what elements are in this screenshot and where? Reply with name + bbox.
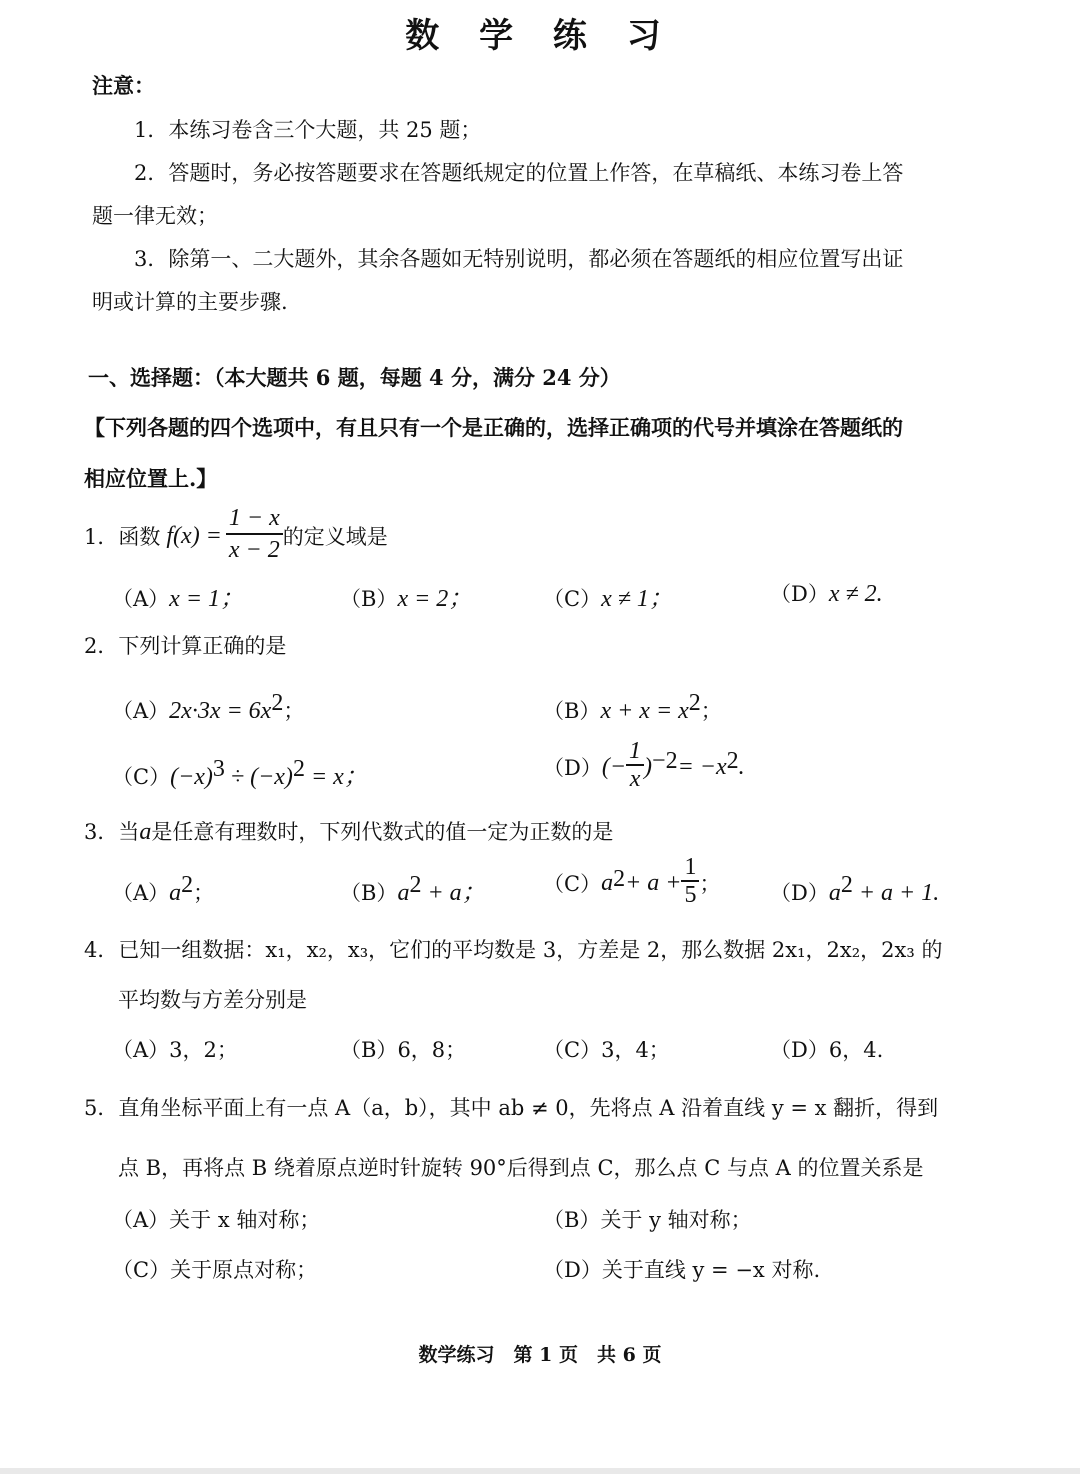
q1-option-b: （B）x = 2； — [340, 586, 473, 612]
notice-item-3a: 3．除第一、二大题外，其余各题如无特别说明，都必须在答题纸的相应位置写出证 — [134, 247, 904, 271]
q4-option-a: （A）3，2； — [112, 1038, 238, 1062]
q1-denominator: x − 2 — [228, 537, 280, 563]
q3-c-fraction: $\frac{1}{5}$ — [681, 854, 699, 908]
section-instruction-b: 相应位置上.】 — [84, 466, 218, 491]
q2-option-a: $(A)2x\cdot 3x = 6x^2$； — [112, 690, 305, 724]
q1-fraction — [226, 503, 283, 565]
question-4-line-2: 平均数与方差分别是 — [118, 988, 307, 1012]
q1-tail: 的定义域是 — [282, 525, 388, 549]
page-title: 数 学 练 习 — [405, 16, 675, 56]
q4-option-d: （D）6，4. — [770, 1038, 884, 1062]
notice-item-2a: 2．答题时，务必按答题要求在答题纸规定的位置上作答，在草稿纸、本练习卷上答 — [134, 161, 904, 185]
q1-option-a: （A）x = 1； — [112, 586, 245, 612]
q5-option-a: （A）关于 x 轴对称； — [112, 1208, 321, 1232]
q1-option-c: （C）x ≠ 1； — [543, 586, 673, 612]
question-1 — [84, 505, 388, 567]
question-4-line-1: 4．已知一组数据：x₁，x₂，x₃，它们的平均数是 3，方差是 2，那么数据 2x₁，2x₂，2x₃ 的 — [84, 938, 943, 962]
page-footer: 数学练习 第 1 页 共 6 页 — [418, 1344, 662, 1366]
q5-option-b: （B）关于 y 轴对称； — [543, 1208, 752, 1232]
notice-item-1: 1．本练习卷含三个大题，共 25 题； — [134, 118, 482, 142]
q5-option-c: （C）关于原点对称； — [112, 1258, 318, 1282]
q3-option-b: $(B)a^2 + a$； — [340, 872, 486, 906]
section-heading: 一、选择题：（本大题共 6 题，每题 4 分，满分 24 分） — [88, 365, 621, 390]
q4-option-b: （B）6，8； — [340, 1038, 467, 1062]
q2-d-fraction: $\frac{1}{x}$ — [626, 738, 644, 792]
q2-text: 下列计算正确的是 — [118, 634, 287, 658]
q1-lead: 函数 — [118, 525, 161, 549]
q4-option-c: （C）3，4； — [543, 1038, 670, 1062]
q3-option-c: （C） a 2 + a + $\frac{1}{5}$ ； — [543, 854, 721, 908]
q3-option-a: $(A)a^2$； — [112, 872, 215, 906]
notice-item-2b: 题一律无效； — [92, 204, 218, 228]
q1-number: 1． — [84, 525, 119, 549]
q2-option-d: （D） (− $\frac{1}{x}$ ) −2 = −x 2 . — [543, 738, 745, 792]
question-3: 3．当a是任意有理数时，下列代数式的值一定为正数的是 — [84, 819, 614, 845]
q1-func: f(x) = — [166, 522, 222, 549]
q3-option-d: $(D)a^2 + a + 1$. — [770, 872, 940, 906]
question-5-line-2: 点 B，再将点 B 绕着原点逆时针旋转 90°后得到点 C，那么点 C 与点 A 的位置关系是 — [118, 1156, 924, 1180]
q2-number: 2． — [84, 634, 119, 658]
notice-heading: 注意： — [92, 73, 155, 98]
notice-item-3b: 明或计算的主要步骤. — [92, 290, 288, 314]
section-instruction-a: 【下列各题的四个选项中，有且只有一个是正确的，选择正确项的代号并填涂在答题纸的 — [84, 415, 903, 440]
page-bottom-edge — [0, 1468, 1080, 1474]
q1-numerator: 1 − x — [226, 503, 283, 535]
q1-option-d: （D）x ≠ 2. — [770, 581, 883, 607]
question-2 — [84, 630, 286, 660]
q5-option-d: （D）关于直线 y = −x 对称. — [543, 1258, 821, 1282]
question-5-line-1: 5．直角坐标平面上有一点 A（a，b），其中 ab ≠ 0，先将点 A 沿着直线 y = x 翻折，得到 — [84, 1096, 939, 1120]
q2-option-b: $(B)x + x = x^2$； — [543, 690, 722, 724]
q2-option-c: $(C)(-x)^3 \div (-x)^2 = x$； — [112, 756, 368, 790]
